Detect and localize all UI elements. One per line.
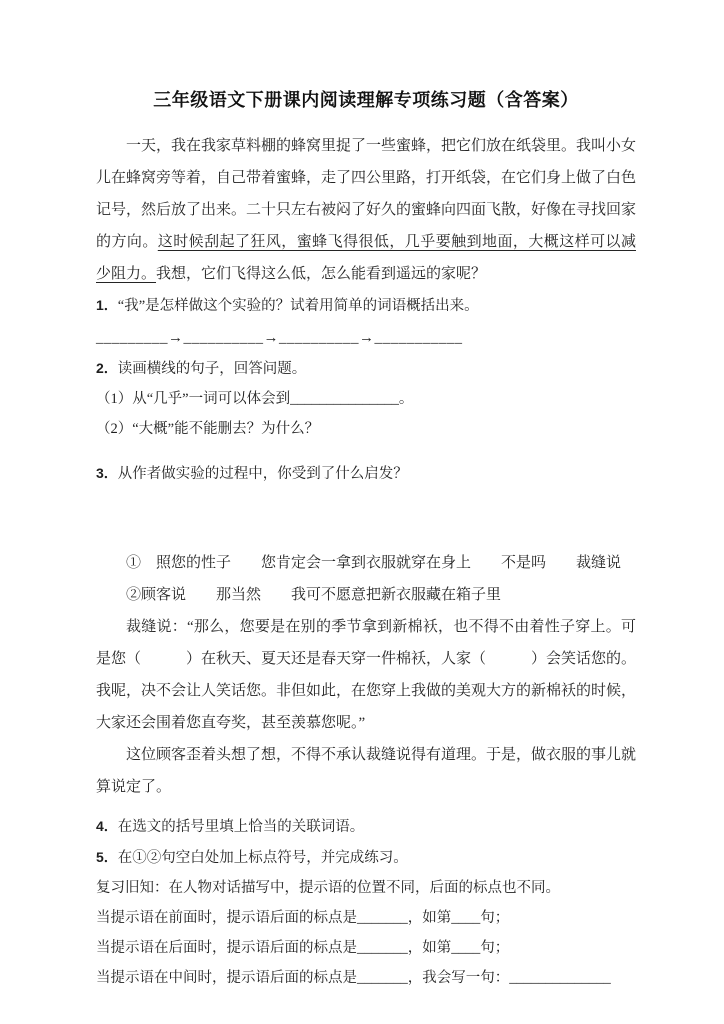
question-1	[96, 290, 636, 321]
passage-1-text-after: 我想，它们飞得这么低，怎么能看到遥远的家呢？	[156, 266, 487, 282]
question-3-number: 3．	[96, 465, 118, 481]
question-3	[96, 458, 636, 489]
question-2	[96, 353, 636, 384]
page-title: 三年级语文下册课内阅读理解专项练习题（含答案）	[153, 90, 579, 110]
q1-answer-blank-line: _________→__________→__________→___________	[96, 330, 463, 346]
question-5-hint-line-back: 当提示语在后面时，提示语后面的标点是_______，如第____句；	[96, 940, 510, 956]
question-5-review-note: 复习旧知：在人物对话描写中，提示语的位置不同，后面的标点也不同。	[96, 880, 560, 896]
question-3-text: 从作者做实验的过程中，你受到了什么启发？	[117, 466, 408, 482]
question-4-text: 在选文的括号里填上恰当的关联词语。	[117, 819, 365, 835]
question-5-number: 5．	[96, 849, 118, 865]
question-2-sub-2: （2）“大概”能不能删去？为什么？	[96, 421, 320, 437]
question-5	[96, 842, 636, 873]
passage-1-underlined-sentence: 这时候刮起了狂风，蜜蜂飞得很低，几乎要触到地面，大概这样可以减少阻力。	[96, 234, 636, 282]
passage-2-paragraph-tailor: 裁缝说：“那么，您要是在别的季节拿到新棉袄，也不得不由着性子穿上。可是您（ ）在秋天、夏天还是春天穿一件棉袄，人家（ ）会笑话您的。我呢，决不会让人笑话您。非但如此，在您穿上我做的美观大方的新棉袄的时候，大家还会围着您直夸奖，甚至羡慕您呢。”	[96, 619, 637, 731]
passage-2-sentence-2: ②顾客说 那当然 我可不愿意把新衣服藏在箱子里	[126, 587, 502, 603]
passage-2-sentence-1: ① 照您的性子 您肯定会一拿到衣服就穿在身上 不是吗 裁缝说	[126, 555, 622, 571]
question-1-text: “我”是怎样做这个实验的？试着用简单的词语概括出来。	[117, 298, 479, 314]
question-3-answer-space	[96, 489, 636, 547]
question-2-number: 2．	[96, 360, 118, 376]
question-4-number: 4．	[96, 818, 118, 834]
passage-2-paragraph-customer: 这位顾客歪着头想了想，不得不承认裁缝说得有道理。于是，做衣服的事儿就算说定了。	[96, 747, 637, 795]
question-5-hint-line-front: 当提示语在前面时，提示语后面的标点是_______，如第____句；	[96, 910, 510, 926]
question-5-text: 在①②句空白处加上标点符号，并完成练习。	[117, 850, 408, 866]
question-1-number: 1．	[96, 297, 118, 313]
passage-1	[96, 130, 636, 290]
passage-1-text-before: 一天，我在我家草料棚的蜂窝里捉了一些蜜蜂，把它们放在纸袋里。我叫小女儿在蜂窝旁等着，自己带着蜜蜂，走了四公里路，打开纸袋，在它们身上做了白色记号，然后放了出来。二十只左右被闷了好久的蜜蜂向四面飞散，好像在寻找回家的方向。	[96, 138, 637, 250]
question-4	[96, 811, 636, 842]
question-5-hint-line-middle: 当提示语在中间时，提示语后面的标点是_______，我会写一句：______________	[96, 970, 611, 986]
question-2-sub-1: （1）从“几乎”一词可以体会到_______________。	[96, 391, 414, 407]
question-2-text: 读画横线的句子，回答问题。	[117, 361, 307, 377]
